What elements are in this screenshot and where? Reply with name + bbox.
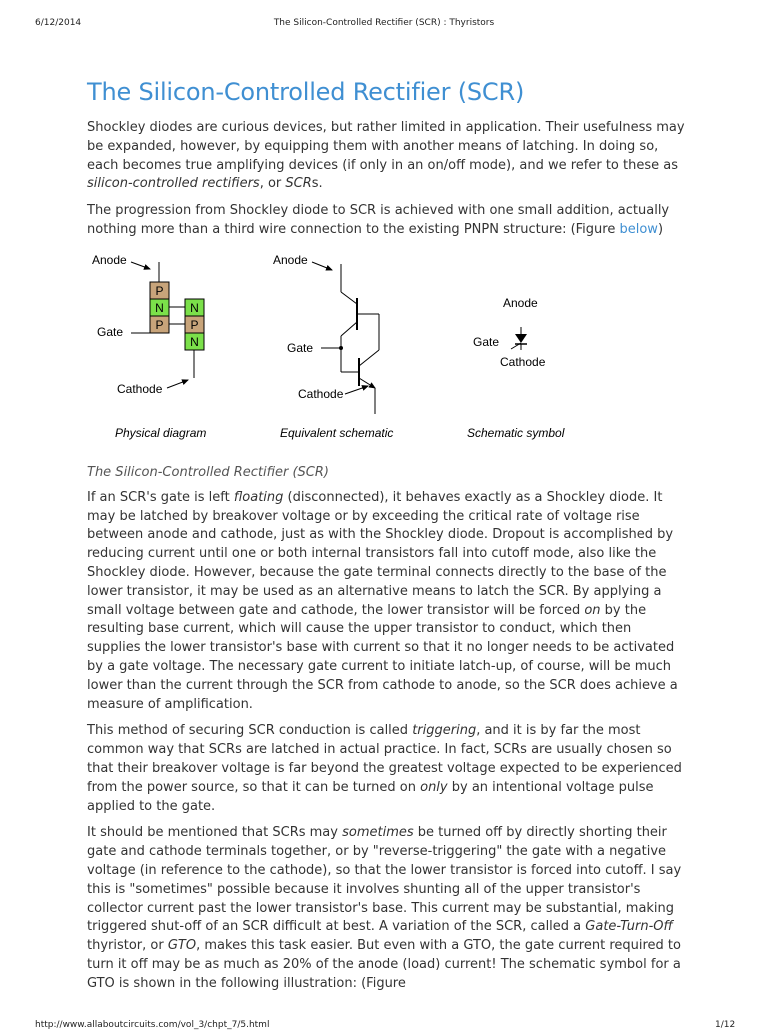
lower-collector bbox=[359, 350, 379, 366]
figure-below-link[interactable]: below bbox=[619, 221, 658, 237]
layer-label-n1: N bbox=[155, 300, 164, 315]
paragraph-triggering: This method of securing SCR conduction is called triggering, and it is by far the most common way that SCRs are latched in actual practice. In fact, SCRs are usually chosen so that their breakover voltage is far beyond the greatest voltage expected to be experienced from the power source, so that it can be turned on only by an intentional voltage pulse applied to the gate. bbox=[87, 723, 682, 814]
layer-label-p2: P bbox=[155, 317, 164, 332]
upper-collector bbox=[341, 322, 357, 336]
paragraph-floating-gate: If an SCR's gate is left floating (disconnected), it behaves exactly as a Shockley diode. It may be latched by breakover voltage or by exceeding the critical rate of voltage rise between anode and cathode, just as with the Shockley diode. Dropout is accomplished by reducing current until one or both internal transistors fall into cutoff mode, also like the Shockley diode. However, because the gate terminal connects directly to the base of the lower transistor, it may be used as an alternative means to latch the SCR. By applying a small voltage between gate and cathode, the lower transistor will be forced on by the resulting base current, which will cause the upper transistor to conduct, which then supplies the lower transistor's base with current so that it no longer needs to be activated by a gate voltage. The necessary gate current to initiate latch-up, of course, will be much lower than the current through the SCR from cathode to anode, so the SCR does achieve a measure of amplification. bbox=[87, 489, 678, 712]
equivalent-schematic bbox=[273, 253, 393, 440]
print-page-title: The Silicon-Controlled Rectifier (SCR) : Thyristors bbox=[273, 18, 495, 28]
physical-cathode-arrow bbox=[167, 380, 188, 388]
equivalent-caption: Equivalent schematic bbox=[280, 425, 394, 440]
physical-cathode-label: Cathode bbox=[117, 381, 163, 396]
upper-emitter bbox=[341, 292, 357, 304]
figure-caption: The Silicon-Controlled Rectifier (SCR) bbox=[87, 464, 329, 480]
physical-caption: Physical diagram bbox=[115, 425, 207, 440]
article-title: The Silicon-Controlled Rectifier (SCR) bbox=[87, 78, 525, 106]
print-date: 6/12/2014 bbox=[35, 18, 82, 28]
article bbox=[87, 76, 687, 1002]
symbol-caption: Schematic symbol bbox=[467, 425, 565, 440]
scr-diagram bbox=[87, 246, 687, 458]
paragraph-turn-off: It should be mentioned that SCRs may sometimes be turned off by directly shorting their gate and cathode terminals together, or by "reverse-triggering" the gate with a negative voltage (in reference to the cathode), so that the lower transistor is forced into cutoff. I say this is "sometimes" possible because it involves shunting all of the upper transistor's collector current past the lower transistor's base. This current may be substantial, making triggered shut-off of an SCR difficult at best. A variation of the SCR, called a Gate-Turn-Off thyristor, or GTO, makes this task easier. But even with a GTO, the gate current required to turn it off may be as much as 20% of the anode (load) current! The schematic symbol for a GTO is shown in the following illustration: (Figure bbox=[87, 825, 682, 991]
schematic-symbol bbox=[467, 296, 565, 440]
physical-diagram bbox=[92, 253, 206, 440]
scr-figure bbox=[87, 246, 687, 458]
gate-junction-dot bbox=[339, 346, 343, 350]
physical-anode-label: Anode bbox=[92, 252, 127, 267]
layer-label-p1: P bbox=[155, 283, 164, 298]
symbol-anode-label: Anode bbox=[503, 295, 538, 310]
equivalent-anode-label: Anode bbox=[273, 252, 308, 267]
layer-label-p3: P bbox=[190, 317, 199, 332]
physical-gate-label: Gate bbox=[97, 324, 124, 339]
equivalent-cathode-label: Cathode bbox=[298, 386, 344, 401]
paragraph-progression: The progression from Shockley diode to SCR is achieved with one small addition, actually nothing more than a third wire connection to the existing PNPN structure: (Figure below) bbox=[87, 203, 670, 237]
equivalent-anode-arrow bbox=[312, 262, 332, 270]
equivalent-gate-label: Gate bbox=[287, 340, 314, 355]
print-url: http://www.allaboutcircuits.com/vol_3/chpt_7/5.html bbox=[35, 1020, 270, 1030]
symbol-gate-label: Gate bbox=[473, 334, 500, 349]
scr-triangle-icon bbox=[515, 334, 527, 343]
symbol-cathode-label: Cathode bbox=[500, 354, 546, 369]
print-page-number: 1/12 bbox=[715, 1020, 736, 1030]
equivalent-cathode-arrow bbox=[345, 386, 368, 394]
layer-label-n3: N bbox=[190, 334, 199, 349]
physical-anode-arrow bbox=[131, 262, 150, 269]
paragraph-intro: Shockley diodes are curious devices, but rather limited in application. Their usefulness may be expanded, however, by equipping them with another means of latching. In doing so, each becomes true amplifying devices (if only in an on/off mode), and we refer to these as silicon-controlled rectifiers, or SCRs. bbox=[87, 120, 685, 192]
layer-label-n2: N bbox=[190, 300, 199, 315]
